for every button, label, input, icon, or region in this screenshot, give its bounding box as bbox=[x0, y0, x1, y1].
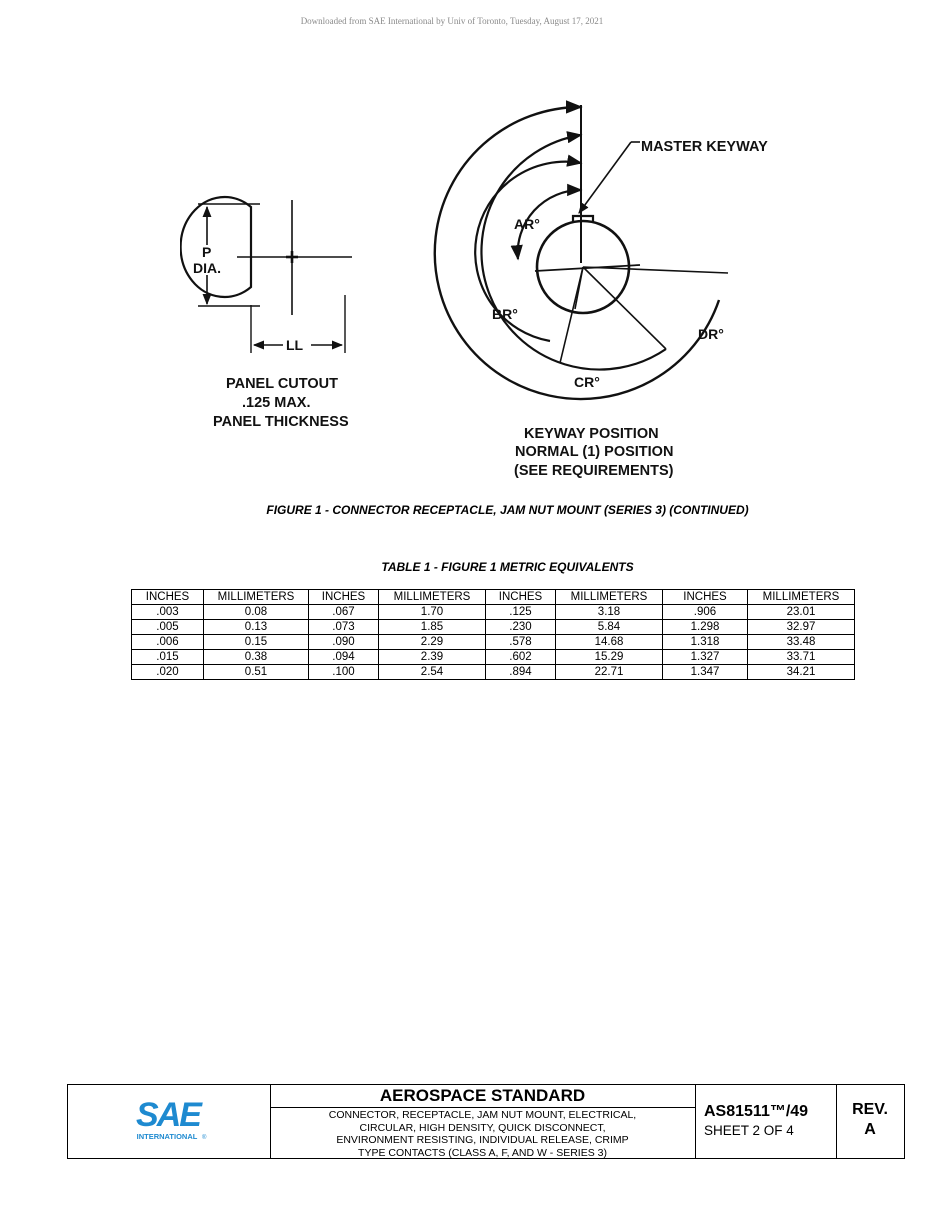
table-cell: 0.38 bbox=[204, 650, 309, 665]
angle-ar-label: AR° bbox=[514, 216, 540, 232]
column-header: INCHES bbox=[663, 590, 748, 605]
download-note: Downloaded from SAE International by Univ of Toronto, Tuesday, August 17, 2021 bbox=[300, 16, 604, 26]
panel-label-p: P bbox=[202, 244, 212, 260]
table-row bbox=[132, 665, 855, 680]
standard-heading: AEROSPACE STANDARD bbox=[270, 1085, 695, 1108]
table-cell: 22.71 bbox=[556, 665, 663, 680]
description-line: TYPE CONTACTS (CLASS A, F, AND W - SERIES 3) bbox=[358, 1146, 607, 1159]
connector-figure bbox=[180, 95, 800, 485]
table-cell: 0.51 bbox=[204, 665, 309, 680]
panel-caption-line-1: PANEL CUTOUT bbox=[226, 376, 338, 392]
keyway-caption-line-2: NORMAL (1) POSITION bbox=[515, 444, 674, 460]
master-keyway-label: MASTER KEYWAY bbox=[641, 139, 768, 155]
title-cell bbox=[270, 1085, 696, 1158]
table-cell: 0.13 bbox=[204, 620, 309, 635]
table-cell: .578 bbox=[486, 635, 556, 650]
panel-caption-line-2: .125 MAX. bbox=[242, 395, 311, 411]
sae-logo-cell bbox=[68, 1085, 271, 1158]
table-cell: .067 bbox=[309, 605, 379, 620]
sheet-number: SHEET 2 OF 4 bbox=[704, 1123, 794, 1138]
table-cell: .894 bbox=[486, 665, 556, 680]
table-cell: .015 bbox=[132, 650, 204, 665]
column-header: MILLIMETERS bbox=[556, 590, 663, 605]
document-number: AS81511™/49 bbox=[704, 1103, 809, 1120]
table-cell: 2.54 bbox=[379, 665, 486, 680]
table-cell: 1.318 bbox=[663, 635, 748, 650]
description-line: CIRCULAR, HIGH DENSITY, QUICK DISCONNECT, bbox=[359, 1121, 606, 1134]
table-cell: 33.48 bbox=[748, 635, 855, 650]
table-row bbox=[132, 605, 855, 620]
standard-description bbox=[270, 1108, 695, 1159]
angle-cr-label: CR° bbox=[574, 374, 600, 390]
table-cell: .100 bbox=[309, 665, 379, 680]
column-header: INCHES bbox=[132, 590, 204, 605]
table-cell: .602 bbox=[486, 650, 556, 665]
column-header: MILLIMETERS bbox=[748, 590, 855, 605]
table-cell: .906 bbox=[663, 605, 748, 620]
document-number-cell bbox=[695, 1085, 837, 1158]
table-cell: 1.298 bbox=[663, 620, 748, 635]
table-cell: 1.347 bbox=[663, 665, 748, 680]
column-header: MILLIMETERS bbox=[204, 590, 309, 605]
table-cell: 0.08 bbox=[204, 605, 309, 620]
table-cell: .125 bbox=[486, 605, 556, 620]
table-cell: 32.97 bbox=[748, 620, 855, 635]
table-cell: .006 bbox=[132, 635, 204, 650]
table-row bbox=[132, 635, 855, 650]
table-cell: 2.29 bbox=[379, 635, 486, 650]
table-cell: 23.01 bbox=[748, 605, 855, 620]
sae-logo bbox=[68, 1085, 270, 1158]
table-cell: 33.71 bbox=[748, 650, 855, 665]
keyway-caption-line-1: KEYWAY POSITION bbox=[524, 426, 659, 442]
description-line: CONNECTOR, RECEPTACLE, JAM NUT MOUNT, ELECTRICAL, bbox=[328, 1109, 637, 1121]
table-cell: 14.68 bbox=[556, 635, 663, 650]
panel-label-ll: LL bbox=[286, 337, 304, 353]
column-header: INCHES bbox=[309, 590, 379, 605]
sae-logo-text: SAE bbox=[136, 1096, 200, 1134]
table-cell: .230 bbox=[486, 620, 556, 635]
angle-br-label: BR° bbox=[492, 306, 518, 322]
table-cell: 15.29 bbox=[556, 650, 663, 665]
table-cell: 5.84 bbox=[556, 620, 663, 635]
table-cell: .094 bbox=[309, 650, 379, 665]
table-cell: 0.15 bbox=[204, 635, 309, 650]
panel-label-dia: DIA. bbox=[193, 260, 221, 276]
column-header: MILLIMETERS bbox=[379, 590, 486, 605]
table-header-row bbox=[132, 590, 855, 605]
table-cell: 1.85 bbox=[379, 620, 486, 635]
table-cell: .003 bbox=[132, 605, 204, 620]
column-header: INCHES bbox=[486, 590, 556, 605]
metric-equivalents-table bbox=[131, 589, 855, 680]
table-cell: .005 bbox=[132, 620, 204, 635]
table-cell: .020 bbox=[132, 665, 204, 680]
panel-caption-line-3: PANEL THICKNESS bbox=[213, 414, 349, 430]
description-line: ENVIRONMENT RESISTING, INDIVIDUAL RELEASE, CRIMP bbox=[336, 1134, 629, 1146]
keyway-caption-line-3: (SEE REQUIREMENTS) bbox=[514, 463, 674, 479]
figure-caption: FIGURE 1 - CONNECTOR RECEPTACLE, JAM NUT MOUNT (SERIES 3) (CONTINUED) bbox=[266, 503, 749, 517]
sae-logo-subtext: INTERNATIONAL bbox=[136, 1132, 198, 1141]
table-cell: 2.39 bbox=[379, 650, 486, 665]
revision-value: A bbox=[864, 1121, 876, 1138]
table-cell: 3.18 bbox=[556, 605, 663, 620]
table-row bbox=[132, 650, 855, 665]
title-block bbox=[67, 1084, 905, 1159]
table-cell: .073 bbox=[309, 620, 379, 635]
table-cell: 1.327 bbox=[663, 650, 748, 665]
table-cell: 34.21 bbox=[748, 665, 855, 680]
sae-logo-registered: ® bbox=[202, 1135, 207, 1141]
revision-label: REV. bbox=[852, 1101, 888, 1118]
angle-dr-label: DR° bbox=[698, 326, 724, 342]
table-caption: TABLE 1 - FIGURE 1 METRIC EQUIVALENTS bbox=[381, 560, 634, 574]
table-cell: 1.70 bbox=[379, 605, 486, 620]
table-row bbox=[132, 620, 855, 635]
revision-cell bbox=[836, 1085, 904, 1158]
table-cell: .090 bbox=[309, 635, 379, 650]
